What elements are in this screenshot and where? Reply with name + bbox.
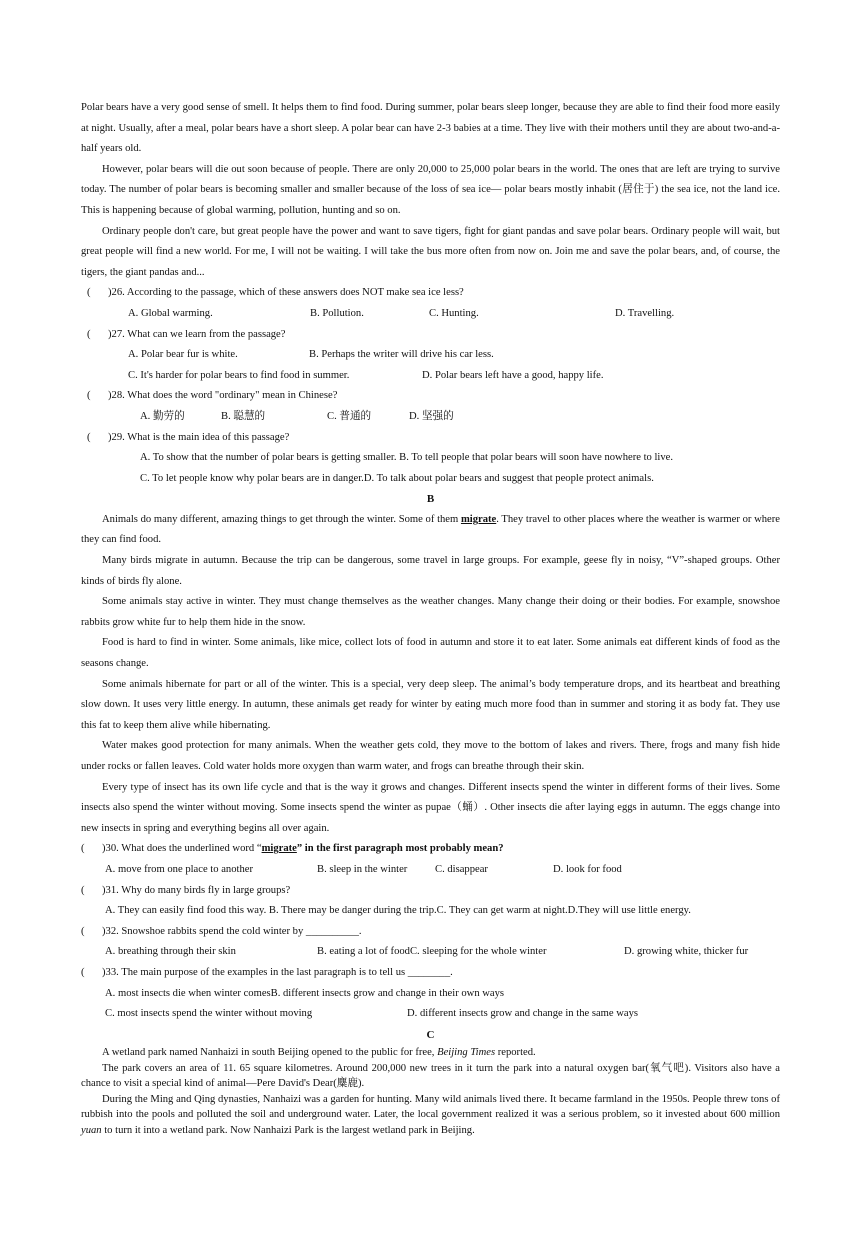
question-33-stem: )33. The main purpose of the examples in the last paragraph is to tell us ________. — [102, 966, 453, 978]
question-26-stem: )26. According to the passage, which of these answers does NOT make sea ice less? — [108, 287, 464, 299]
question-30-stem-start: )30. What does the underlined word “ — [102, 843, 262, 855]
option-29-cd: C. To let people know why polar bears are in danger.D. To talk about polar bears and suggest that people protect animals. — [140, 472, 654, 484]
option-33-d: D. different insects grow and change in the same ways — [407, 1008, 639, 1020]
section-c-heading: C — [426, 1028, 435, 1041]
passage-c-p1-text: A wetland park named Nanhaizi in south Beijing opened to the public for free, — [102, 1047, 438, 1059]
option-26-c: C. Hunting. — [429, 307, 479, 319]
question-27-stem: )27. What can we learn from the passage? — [108, 328, 286, 340]
passage-c-p3-text-end: to turn it into a wetland park. Now Nanhaizi Park is the largest wetland park in Beijing. — [101, 1124, 475, 1136]
answer-blank-33[interactable]: ( — [81, 966, 85, 978]
option-27-a: A. Polar bear fur is white. — [128, 349, 238, 361]
passage-b-paragraph-7: Every type of insect has its own life cycle and that is the way it grows and changes. Different insects spend the winter in different forms of their lives. Some insects also spend the winter without moving. Some insects spend the winter as pupae（蛹）. Other insects die after laying eggs in autumn. The eggs change into new insects in spring and everything begins all over again. — [81, 781, 780, 834]
passage-b-paragraph-4: Food is hard to find in winter. Some animals, like mice, collect lots of food in autumn and store it to eat later. Some animals eat different kinds of food as the seasons change. — [81, 637, 780, 670]
option-32-a: A. breathing through their skin — [105, 946, 236, 958]
option-28-b: B. 聪慧的 — [221, 410, 266, 422]
question-30-stem — [102, 839, 504, 860]
answer-blank-28[interactable]: ( — [87, 390, 91, 402]
option-28-c: C. 普通的 — [327, 410, 372, 422]
option-33-ab: A. most insects die when winter comesB. different insects grow and change in their own ways — [105, 987, 505, 999]
question-31-stem: )31. Why do many birds fly in large groups? — [102, 884, 291, 896]
question-32-stem: )32. Snowshoe rabbits spend the cold winter by __________. — [102, 925, 362, 937]
option-30-c: C. disappear — [435, 863, 488, 875]
question-33-options-cd — [81, 1004, 780, 1025]
option-27-b: B. Perhaps the writer will drive his car less. — [309, 349, 494, 361]
currency-yuan: yuan — [81, 1124, 102, 1136]
question-29 — [81, 428, 780, 449]
worksheet-page — [81, 98, 780, 1138]
question-33 — [81, 963, 780, 984]
option-30-a: A. move from one place to another — [105, 863, 253, 875]
question-28-options — [81, 407, 780, 428]
answer-blank-29[interactable]: ( — [87, 431, 91, 443]
option-28-a: A. 勤劳的 — [140, 410, 185, 422]
question-29-options-cd — [81, 469, 780, 490]
passage-b-p1-text: Animals do many different, amazing things to get through the winter. Some of them — [102, 513, 461, 525]
passage-a-paragraph-3: Ordinary people don't care, but great people have the power and want to save tigers, fight for giant pandas and save polar bears. Ordinary people will wait, but great people will find a new world. For me, I will not be waiting. I will take the bus more often from now on. Join me and save the polar bears, and, of course, the tigers, the giant pandas and... — [81, 225, 780, 278]
passage-a-paragraph-2: However, polar bears will die out soon because of people. There are only 20,000 to 25,000 polar bears in the world. The ones that are left are trying to survive today. The number of polar bears is becoming smaller and smaller because of the loss of sea ice— polar bears mostly inhabit (居住于) the sea ice, not the land ice. This is happening because of global warming, pollution, hunting and so on. — [81, 163, 780, 216]
question-31 — [81, 881, 780, 902]
question-30-stem-end: ” in the first paragraph most probably mean? — [296, 843, 504, 855]
question-30 — [81, 839, 780, 860]
passage-b-paragraph-1 — [81, 510, 780, 551]
passage-b-paragraph-2: Many birds migrate in autumn. Because the trip can be dangerous, some travel in large groups. For example, geese fly in noisy, “V”-shaped groups. Other kinds of birds fly alone. — [81, 555, 780, 587]
passage-b-paragraph-3: Some animals stay active in winter. They must change themselves as the weather changes. Many change their doing or their bodies. For example, snowshoe rabbits grow white fur to help them hide in the snow. — [81, 596, 780, 628]
passage-b-paragraph-6: Water makes good protection for many animals. When the weather gets cold, they move to the bottom of lakes and rivers. There, frogs and many fish hide under rocks or fallen leaves. Cold water holds more oxygen than warm water, and frogs can breathe through their skin. — [81, 740, 780, 772]
option-30-d: D. look for food — [553, 863, 622, 875]
option-26-a: A. Global warming. — [128, 307, 213, 319]
question-29-stem: )29. What is the main idea of this passage? — [108, 431, 290, 443]
option-30-b: B. sleep in the winter — [317, 863, 408, 875]
passage-c-paragraph-1 — [81, 1045, 780, 1061]
section-b-heading: B — [426, 493, 435, 506]
question-31-options — [81, 901, 780, 922]
question-28 — [81, 386, 780, 407]
question-26 — [81, 283, 780, 304]
answer-blank-26[interactable]: ( — [87, 287, 91, 299]
question-27-options-ab — [81, 345, 780, 366]
answer-blank-27[interactable]: ( — [87, 328, 91, 340]
answer-blank-32[interactable]: ( — [81, 925, 85, 937]
passage-b-paragraph-5: Some animals hibernate for part or all of the winter. This is a special, very deep sleep. The animal’s body temperature drops, and its heartbeat and breathing slow down. It uses very little energy. In autumn, these animals get ready for winter by eating much more food than in summer and storing it as body fat. They use this fat to keep them alive while hibernating. — [81, 678, 780, 731]
option-28-d: D. 坚强的 — [409, 410, 454, 422]
option-31-all: A. They can easily find food this way. B. There may be danger during the trip.C. They can get warm at night.D.They will use little energy. — [105, 905, 691, 917]
passage-a-paragraph-1: Polar bears have a very good sense of smell. It helps them to find food. During summer, polar bears sleep longer, because they are able to find their food more easily at night. Usually, after a meal, polar bears have a short sleep. A polar bear can have 2-3 babies at a time. They live with their mothers until they are about two-and-a-half years old. — [81, 102, 780, 155]
source-beijing-times: Beijing Times — [437, 1047, 496, 1059]
question-32 — [81, 922, 780, 943]
passage-c-p3-text: During the Ming and Qing dynasties, Nanhaizi was a garden for hunting. Many wild animals lived there. It became farmland in the 1950s. People threw tons of rubbish into the pools and polluted the soil and underground water. Later, the local government realized it was a serious problem, so it invested about 600 million — [81, 1093, 780, 1121]
passage-c-paragraph-2: The park covers an area of 11. 65 square kilometres. Around 200,000 new trees in it turn the park into a natural oxygen bar(氧气吧). Visitors also have a chance to visit a special kind of animal—Pere David's Dear(麋鹿). — [81, 1062, 780, 1090]
question-27 — [81, 325, 780, 346]
underlined-word-migrate: migrate — [460, 513, 497, 525]
option-33-c: C. most insects spend the winter without moving — [105, 1008, 313, 1020]
question-27-options-cd — [81, 366, 780, 387]
option-32-d: D. growing white, thicker fur — [624, 946, 749, 958]
question-26-options — [81, 304, 780, 325]
question-32-options — [81, 942, 780, 963]
question-28-stem: )28. What does the word "ordinary" mean in Chinese? — [108, 390, 338, 402]
passage-c-paragraph-3 — [81, 1092, 780, 1139]
option-27-c: C. It's harder for polar bears to find food in summer. — [128, 369, 350, 381]
question-33-options-ab — [81, 984, 780, 1005]
question-30-underlined-word: migrate — [261, 843, 297, 855]
option-29-ab: A. To show that the number of polar bears is getting smaller. B. To tell people that polar bears will soon have nowhere to live. — [140, 452, 673, 464]
passage-b-p1-text-end: . They travel to other places where the weather is warmer or where they can find food. — [81, 513, 780, 546]
question-30-options — [81, 860, 780, 881]
option-32-bc: B. eating a lot of foodC. sleeping for the whole winter — [317, 946, 547, 958]
option-27-d: D. Polar bears left have a good, happy life. — [422, 369, 604, 381]
option-26-d: D. Travelling. — [615, 307, 675, 319]
answer-blank-31[interactable]: ( — [81, 884, 85, 896]
option-26-b: B. Pollution. — [310, 307, 364, 319]
question-29-options-ab — [81, 448, 780, 469]
answer-blank-30[interactable]: ( — [81, 843, 85, 855]
passage-c-p1-text-end: reported. — [495, 1047, 536, 1059]
